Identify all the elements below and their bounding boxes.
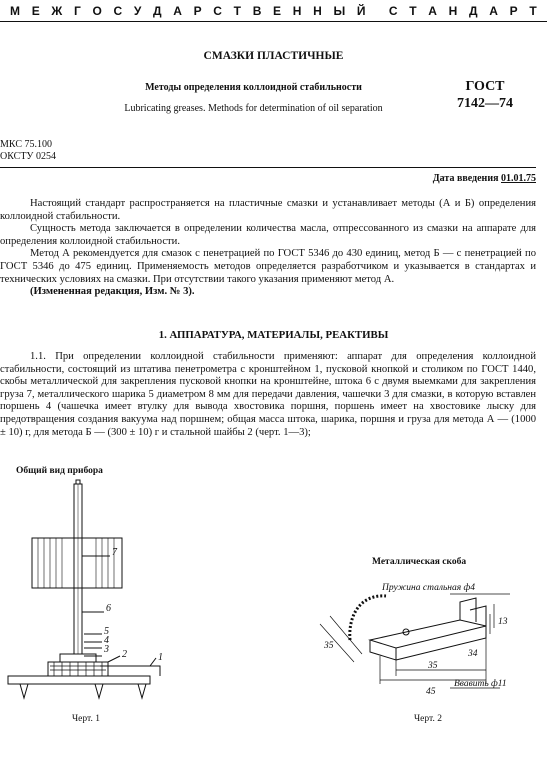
- banner-letter: Р: [509, 3, 518, 18]
- effective-date: [433, 173, 536, 184]
- banner-letter: М: [10, 3, 20, 18]
- label-1: 1: [158, 652, 163, 663]
- banner-letter: Д: [469, 3, 478, 18]
- banner-letter: Н: [313, 3, 322, 18]
- banner-letter: Р: [193, 3, 202, 18]
- base-plate: [8, 676, 150, 684]
- gost-block: [440, 78, 530, 112]
- intro-paragraph-1: Настоящий стандарт распространяется на пластичные смазки и устанавливает методы (А и Б) определения коллоидной стабильности.: [0, 198, 536, 222]
- banner-letter: Т: [409, 3, 417, 18]
- banner-letter: Г: [73, 3, 81, 18]
- figure2-bracket-drawing: [300, 576, 540, 708]
- weight: [32, 538, 122, 588]
- standard-banner: [0, 0, 547, 22]
- banner-letter: В: [252, 3, 262, 18]
- english-title: Lubricating greases. Methods for determination of oil separation: [124, 103, 383, 114]
- banner-letter: Н: [448, 3, 458, 18]
- banner-letter: С: [113, 3, 123, 18]
- banner-letter: О: [92, 3, 102, 18]
- banner-letter: Й: [356, 3, 366, 18]
- bracket-body: [370, 620, 486, 648]
- section1-paragraph: 1.1. При определении коллоидной стабильности применяют: аппарат для определения коллоидной стабильности, состоящий из штатива пенетрометра с кронштейном 1, пусковой кнопкой и столиком по ГОСТ 1440, скобы металлической для закрепления пусковой кнопки на кронштейне, штока 6 с двумя выемками для закрепления груза 7, металлического шарика 5 диаметром 8 мм для передачи давления, чашечки 3 для смазки, в которую вставлен поршень 4 (чашечка имеет втулку для вывода хвостовика поршня, поршень имеет на хвостовике лыску для предотвращения создания вакуума над поршнем; общая масса штока, шарика, поршня и груза для метода А — (1000 ± 10) г, для метода Б — (300 ± 10) г и стальной шайбы 2 (черт. 1—3);: [0, 351, 536, 438]
- figure2-caption: Черт. 2: [414, 714, 442, 724]
- date-label: Дата введения: [432, 173, 499, 184]
- date-value: 01.01.75: [501, 173, 536, 184]
- figure2-heading: Металлическая скоба: [372, 557, 467, 567]
- document-subtitle: Методы определения коллоидной стабильности: [145, 82, 362, 93]
- label-4: 4: [104, 635, 109, 646]
- figure1-caption: Черт. 1: [72, 714, 100, 724]
- gost-label: ГОСТ: [465, 79, 505, 94]
- intro-paragraph-2: Сущность метода заключается в определении количества масла, отпрессованного из смазки на аппарате для определения коллоидной стабильности.: [0, 223, 536, 247]
- dim-35-left: 35: [324, 641, 334, 651]
- header-divider: [0, 167, 536, 168]
- label-7: 7: [112, 547, 117, 558]
- figure1-apparatus-drawing: [0, 476, 190, 716]
- screw-label: Ввавить ф11: [454, 679, 507, 689]
- banner-letter: Д: [152, 3, 162, 18]
- label-5: 5: [104, 626, 109, 637]
- banner-letter: Н: [292, 3, 302, 18]
- dim-45: 45: [426, 687, 436, 697]
- banner-letter: А: [489, 3, 498, 18]
- intro-section: [0, 198, 536, 299]
- banner-letter: С: [388, 3, 398, 18]
- label-3: 3: [104, 644, 109, 655]
- gost-number: 7142—74: [457, 96, 513, 111]
- intro-paragraph-3: Метод А рекомендуется для смазок с пенетрацией по ГОСТ 5346 до 430 единиц, метод Б — с пенетрацией по ГОСТ 5346 до 475 единиц. Применяемость методов определяется разработчиком и указывается в стандартах и технических условиях на смазки. При отсутствии такого указания применяют метод А.: [0, 248, 536, 285]
- spring: [350, 596, 386, 640]
- banner-letter: Ы: [333, 3, 346, 18]
- classification-codes: [0, 139, 56, 163]
- dim-34: 34: [468, 649, 478, 659]
- banner-letter: Т: [233, 3, 241, 18]
- section1-body: [0, 351, 536, 439]
- banner-letter: А: [173, 3, 182, 18]
- label-2: 2: [122, 649, 127, 660]
- figure1-heading: Общий вид прибора: [16, 466, 103, 476]
- banner-letter: С: [213, 3, 222, 18]
- page-title: СМАЗКИ ПЛАСТИЧНЫЕ: [203, 50, 344, 62]
- banner-letter: Е: [31, 3, 40, 18]
- section-heading: 1. АППАРАТУРА, МАТЕРИАЛЫ, РЕАКТИВЫ: [158, 329, 389, 341]
- amendment-note: (Измененная редакция, Изм. № 3).: [30, 286, 195, 298]
- banner-letter: Т: [529, 3, 537, 18]
- label-6: 6: [106, 603, 111, 614]
- okstu-code: ОКСТУ 0254: [0, 151, 57, 162]
- spring-label: Пружина стальная ф4: [382, 583, 476, 593]
- mks-code: МКС 75.100: [0, 139, 52, 150]
- banner-letter: Е: [273, 3, 282, 18]
- banner-letter: А: [428, 3, 437, 18]
- piston: [60, 654, 96, 662]
- dim-35-bottom: 35: [428, 661, 438, 671]
- banner-letter: У: [133, 3, 142, 18]
- banner-letter: Ж: [51, 3, 63, 18]
- dim-13: 13: [498, 617, 508, 627]
